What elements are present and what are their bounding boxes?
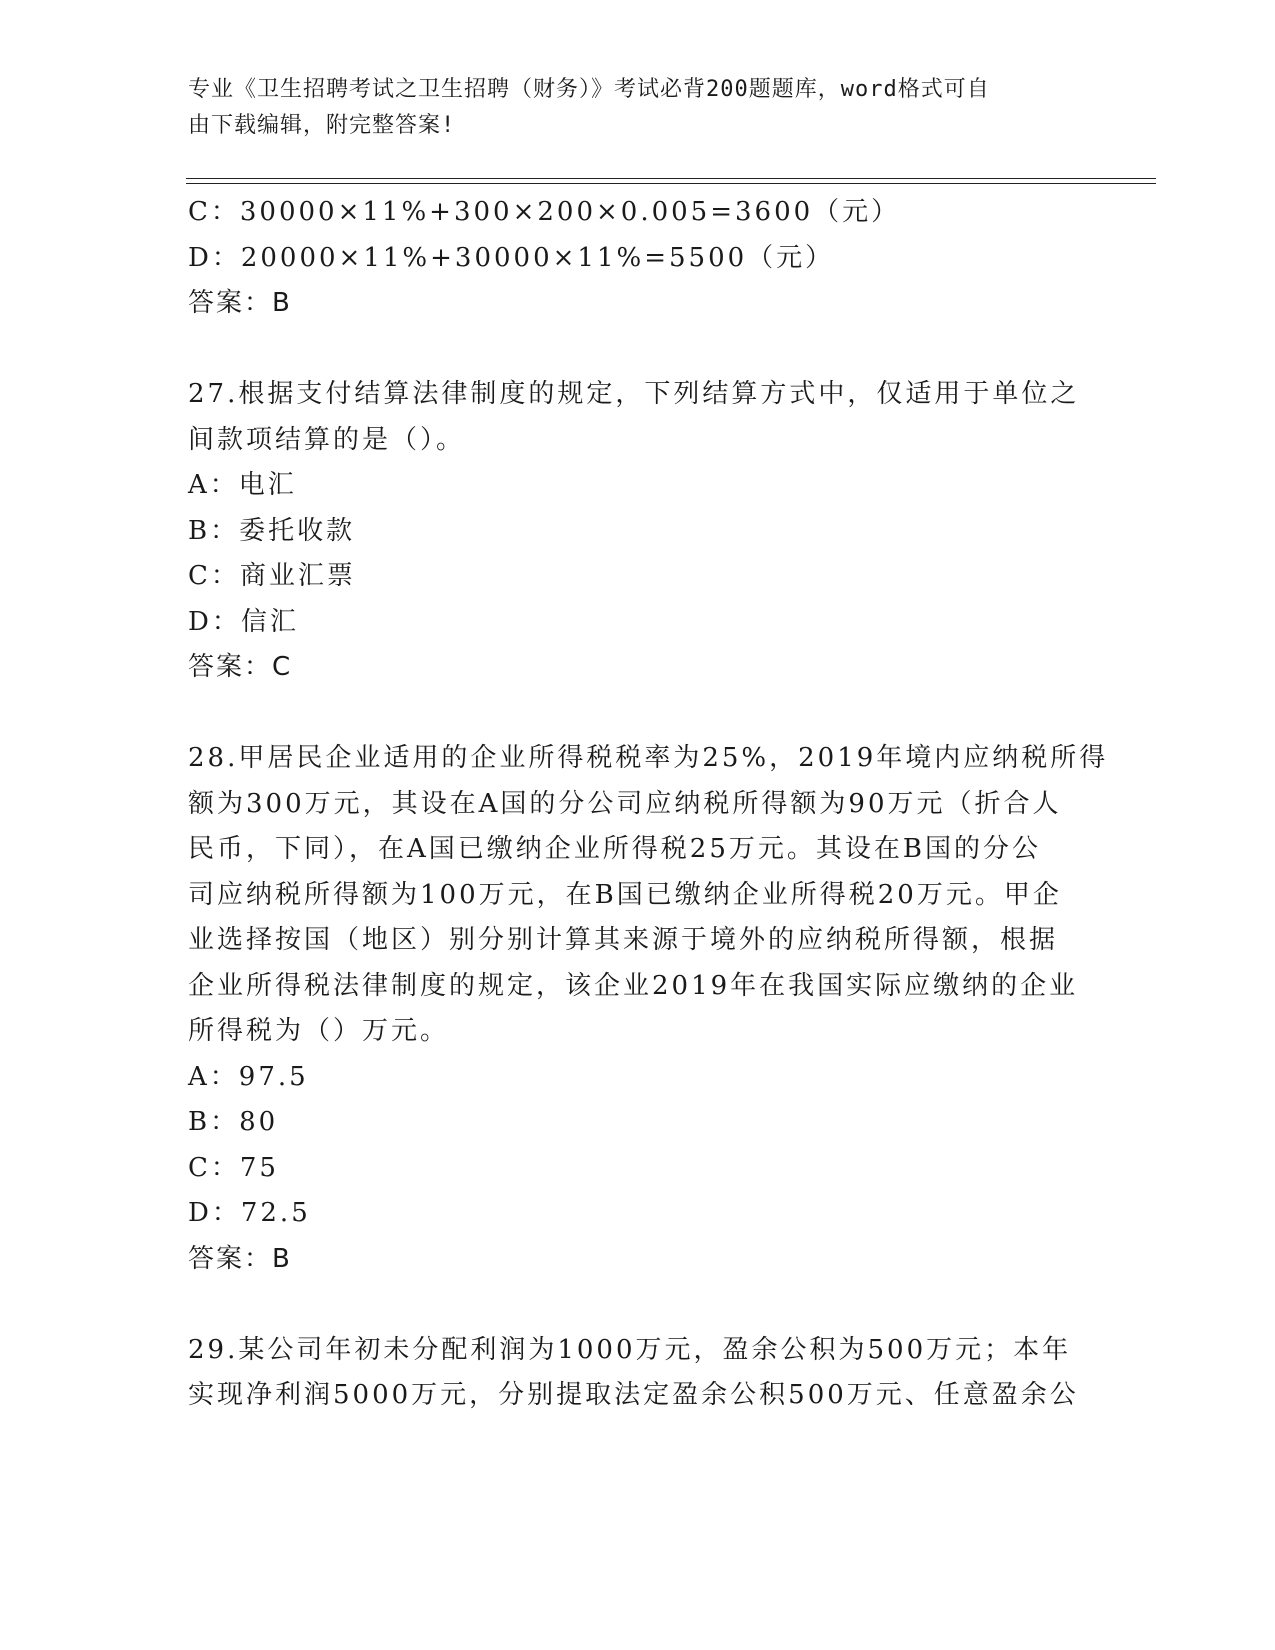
question-26-continuation (188, 190, 1088, 327)
option-d: D：20000×11%+30000×11%=5500（元） (188, 242, 835, 273)
question-text-line: 27.根据支付结算法律制度的规定，下列结算方式中，仅适用于单位之 (188, 379, 1080, 409)
question-text-line: 所得税为（）万元。 (188, 1016, 450, 1046)
option-d: D：信汇 (188, 606, 299, 637)
question-text-line: 企业所得税法律制度的规定，该企业2019年在我国实际应缴纳的企业 (188, 970, 1079, 1001)
question-27 (188, 372, 1088, 691)
option-a: A：电汇 (188, 470, 297, 500)
question-29 (188, 1328, 1088, 1419)
question-text-line: 实现净利润5000万元，分别提取法定盈余公积500万元、任意盈余公 (188, 1380, 1079, 1410)
question-text-line: 额为300万元，其设在A国的分公司应纳税所得额为90万元（折合人 (188, 788, 1062, 819)
option-d: D：72.5 (188, 1198, 311, 1228)
question-text-line: 民币，下同），在A国已缴纳企业所得税25万元。其设在B国的分公 (188, 834, 1041, 864)
question-text-line: 28.甲居民企业适用的企业所得税税率为25%，2019年境内应纳税所得 (188, 743, 1109, 773)
header-rule-bottom (186, 183, 1156, 184)
spacer (188, 691, 1088, 737)
answer: 答案：B (188, 1243, 292, 1274)
answer: 答案：C (188, 652, 293, 682)
question-text-line: 业选择按国（地区）别分别计算其来源于境外的应纳税所得额，根据 (188, 925, 1059, 955)
header-line-2: 由下载编辑，附完整答案! (188, 113, 456, 138)
question-28 (188, 736, 1109, 1282)
document-body (188, 190, 1109, 1419)
spacer (188, 327, 1088, 373)
option-c: C：商业汇票 (188, 561, 356, 591)
option-c: C：30000×11%+300×200×0.005=3600（元） (188, 197, 901, 227)
question-text-line: 29.某公司年初未分配利润为1000万元，盈余公积为500万元；本年 (188, 1334, 1072, 1365)
option-c: C：75 (188, 1152, 279, 1183)
answer: 答案：B (188, 288, 292, 318)
option-a: A：97.5 (188, 1061, 309, 1092)
spacer (188, 1282, 1088, 1328)
option-b: B：80 (188, 1107, 279, 1137)
header-rule-top (186, 178, 1156, 179)
question-text-line: 间款项结算的是（）。 (188, 424, 466, 455)
question-text-line: 司应纳税所得额为100万元，在B国已缴纳企业所得税20万元。甲企 (188, 879, 1062, 910)
document-header (188, 72, 1068, 144)
option-b: B：委托收款 (188, 515, 356, 546)
header-line-1: 专业《卫生招聘考试之卫生招聘（财务）》考试必背200题题库，word格式可自 (188, 77, 990, 102)
